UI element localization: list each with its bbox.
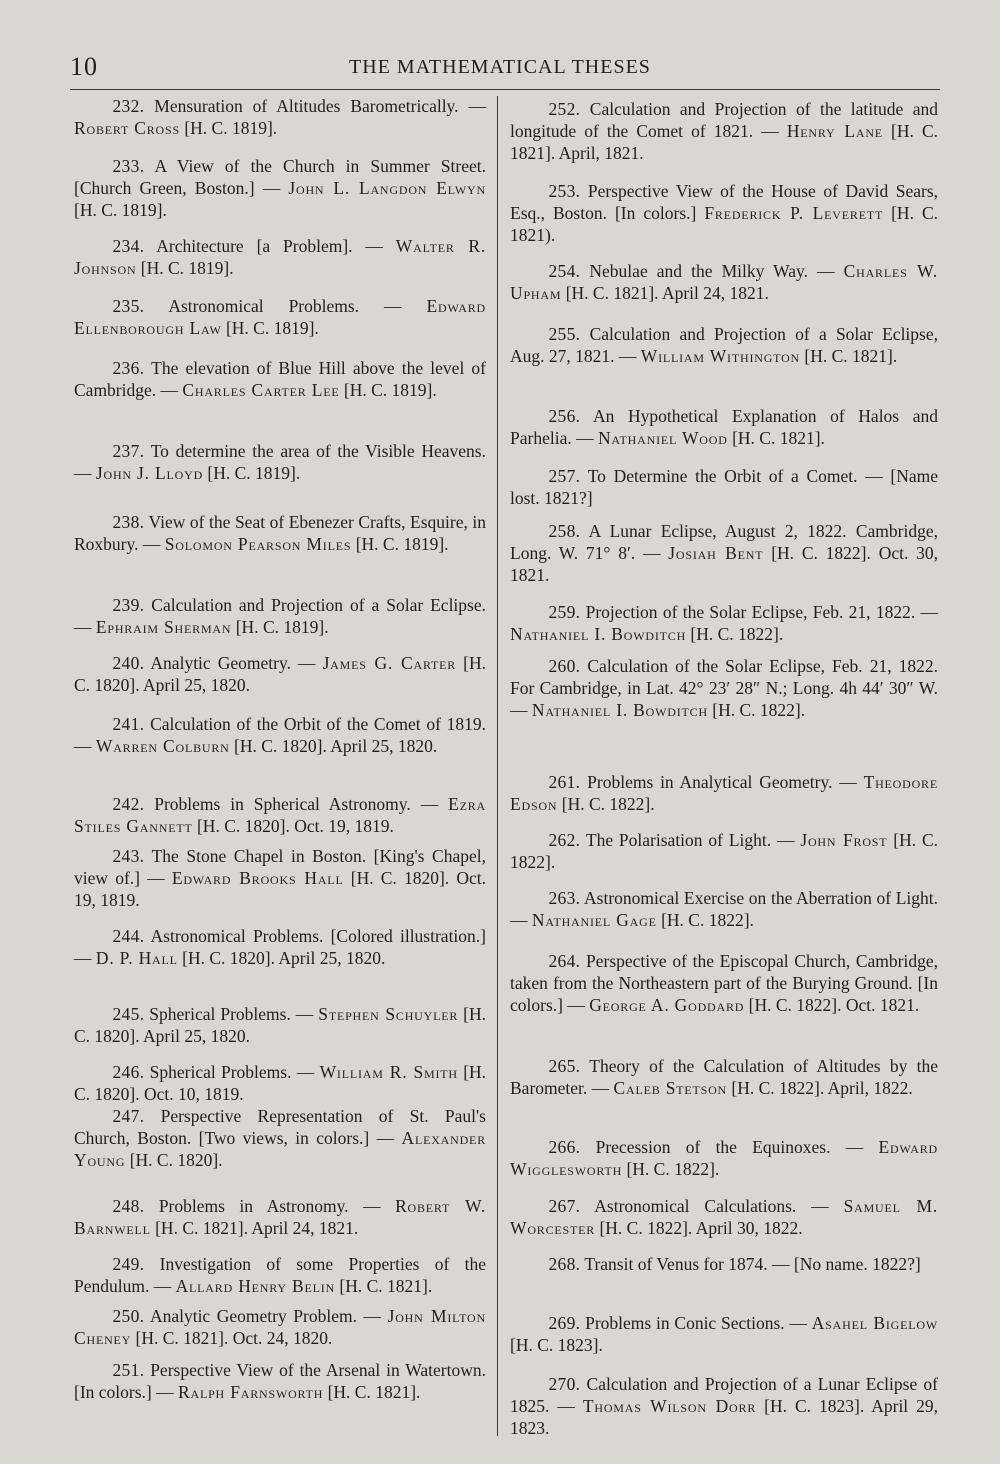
entry-title: Problems in Astronomy. — — [158, 1196, 381, 1216]
entry-author: Nathaniel Wood — [597, 427, 728, 448]
entry-number: 264. — [548, 951, 581, 971]
entry-title: Problems in Conic Sections. — — [585, 1313, 807, 1333]
entry-number: 240. — [112, 653, 145, 673]
entry-title: Analytic Geometry. — — [150, 653, 316, 673]
entry-number: 268. — [548, 1254, 581, 1274]
entry-author: John L. Langdon Elwyn — [288, 177, 486, 198]
entry-title: Calculation and Projection of a Lunar Eclipse of 1825. — — [510, 1374, 938, 1416]
entry-title: Spherical Problems. — — [149, 1004, 314, 1024]
header-rule — [70, 89, 940, 90]
entry-number: 257. — [548, 466, 581, 486]
entry-number: 234. — [112, 236, 145, 256]
entry-author: Ezra Stiles Gannett — [74, 794, 486, 836]
entry-citation: [H. C. 1819]. — [74, 199, 167, 220]
entry-author: Frederick P. Leverett — [704, 202, 884, 223]
entry-citation: [H. C. 1820]. Oct. 19, 1819. — [196, 815, 394, 836]
entry-author: Nathaniel Gage — [531, 909, 657, 930]
entry-title: Perspective View of the House of David Sears, Esq., Boston. [In colors.] — [510, 181, 939, 223]
entry-citation: [H. C. 1823]. April 29, 1823. — [510, 1395, 939, 1438]
entry-citation: [H. C. 1819]. — [140, 257, 234, 278]
entry-citation: [H. C. 1822]. April 30, 1822. — [599, 1217, 803, 1238]
entry-citation: [H. C. 1821]. April 24, 1821. — [155, 1217, 359, 1238]
entry-citation: [H. C. 1822]. — [690, 623, 784, 644]
thesis-entry — [510, 324, 938, 368]
entry-number: 238. — [112, 512, 145, 532]
entry-title: Projection of the Solar Eclipse, Feb. 21, 1822. — — [585, 602, 939, 622]
entry-title: Calculation and Projection of the latitude and longitude of the Comet of 1821. — — [510, 99, 938, 141]
thesis-entry — [510, 888, 938, 932]
thesis-entry — [74, 512, 486, 556]
entry-title: Astronomical Problems. — — [168, 296, 402, 316]
entry-number: 260. — [548, 656, 581, 676]
entry-number: 247. — [112, 1106, 145, 1126]
entry-title: Spherical Problems. — — [149, 1062, 315, 1082]
entry-citation: [H. C. 1820]. Oct. 19, 1819. — [74, 867, 486, 910]
entry-citation: [H. C. 1822]. — [626, 1158, 720, 1179]
entry-title: Perspective Representation of St. Paul's Church, Boston. [Two views, in colors.] — — [74, 1106, 486, 1148]
thesis-entry — [74, 236, 486, 280]
entry-author: Caleb Stetson — [613, 1077, 728, 1098]
entry-author: Stephen Schuyler — [318, 1004, 459, 1024]
thesis-entry — [510, 521, 938, 586]
entry-number: 245. — [112, 1004, 145, 1024]
thesis-entry — [74, 714, 486, 758]
entry-number: 242. — [112, 794, 145, 814]
thesis-entry — [510, 951, 938, 1016]
entry-number: 251. — [112, 1360, 145, 1380]
entry-citation: [H. C. 1821]. — [339, 1275, 433, 1296]
entry-author: Josiah Bent — [668, 542, 764, 563]
thesis-entry — [74, 96, 486, 140]
entry-number: 239. — [112, 595, 145, 615]
entry-citation: [H. C. 1819]. — [184, 117, 278, 138]
entry-author: Edward Wigglesworth — [510, 1137, 939, 1179]
entry-number: 233. — [112, 156, 145, 176]
entry-title: View of the Seat of Ebenezer Crafts, Esquire, in Roxbury. — — [74, 512, 486, 554]
thesis-entry — [74, 794, 486, 838]
entry-citation: [H. C. 1823]. — [510, 1334, 603, 1355]
thesis-entry — [74, 1306, 486, 1350]
entry-title: Astronomical Problems. [Colored illustration.] — — [74, 926, 486, 968]
entry-number: 243. — [112, 846, 145, 866]
entry-citation: [H. C. 1820]. April 25, 1820. — [234, 735, 438, 756]
entry-author: John Milton Cheney — [74, 1306, 486, 1348]
thesis-entry — [74, 595, 486, 639]
thesis-entry — [74, 358, 486, 402]
thesis-entry — [510, 1196, 938, 1240]
entry-title: Theory of the Calculation of Altitudes by the Barometer. — — [510, 1056, 939, 1098]
entry-author: Thomas Wilson Dorr — [582, 1395, 757, 1416]
thesis-entry — [510, 1313, 938, 1357]
entry-title: Analytic Geometry Problem. — — [149, 1306, 382, 1326]
entry-author: Charles Carter Lee — [182, 379, 340, 400]
thesis-entry — [74, 441, 486, 485]
entry-citation: [H. C. 1819]. — [225, 317, 319, 338]
entry-citation: [H. C. 1819]. — [207, 462, 301, 483]
entry-title: Perspective View of the Arsenal in Watertown. [In colors.] — — [74, 1360, 487, 1402]
thesis-entry — [74, 926, 486, 970]
entry-citation: [H. C. 1821]. April, 1821. — [510, 120, 938, 163]
column-divider — [497, 96, 498, 1436]
entry-citation: [H. C. 1822]. — [661, 909, 754, 930]
entry-number: 232. — [112, 96, 145, 116]
entry-number: 266. — [548, 1137, 581, 1157]
entry-number: 237. — [112, 441, 145, 461]
entry-title: The Stone Chapel in Boston. [King's Chapel, view of.] — — [74, 846, 486, 888]
entry-title: An Hypothetical Explanation of Halos and Parhelia. — — [510, 406, 938, 448]
thesis-entry — [74, 296, 486, 340]
entry-title: Transit of Venus for 1874. — [No name. 1822?] — [584, 1254, 921, 1274]
entry-number: 249. — [112, 1254, 145, 1274]
thesis-entry — [510, 1254, 938, 1276]
thesis-entry — [510, 772, 938, 816]
entry-title: Problems in Spherical Astronomy. — — [154, 794, 439, 814]
entry-citation: [H. C. 1820]. Oct. 10, 1819. — [74, 1062, 487, 1104]
entry-author: John Frost — [800, 830, 888, 850]
entry-author: Walter R. Johnson — [74, 236, 486, 278]
entry-number: 244. — [112, 926, 145, 946]
thesis-entry — [74, 1360, 486, 1404]
entry-citation: [H. C. 1822]. — [712, 699, 806, 720]
entry-author: Ephraim Sherman — [95, 616, 232, 637]
thesis-entry — [74, 1196, 486, 1240]
entry-number: 258. — [548, 521, 581, 541]
entry-author: James G. Carter — [322, 653, 457, 673]
entry-author: Asahel Bigelow — [811, 1313, 938, 1333]
entry-title: The elevation of Blue Hill above the level of Cambridge. — — [74, 358, 487, 400]
thesis-entry — [74, 1062, 486, 1106]
thesis-entry — [74, 653, 486, 697]
entry-title: Precession of the Equinoxes. — — [595, 1137, 864, 1157]
entry-citation: [H. C. 1819]. — [355, 533, 449, 554]
entry-author: Samuel M. Worcester — [510, 1196, 939, 1238]
entry-title: Calculation and Projection of a Solar Eclipse. — — [74, 595, 486, 637]
thesis-entry — [510, 1056, 938, 1100]
entry-number: 246. — [112, 1062, 145, 1082]
entry-number: 241. — [112, 714, 145, 734]
entry-author: William Withington — [640, 345, 801, 366]
entry-citation: [H. C. 1821]. — [732, 427, 825, 448]
entry-citation: [H. C. 1821]. — [327, 1381, 421, 1402]
entry-number: 265. — [548, 1056, 581, 1076]
thesis-entry — [510, 99, 938, 164]
entry-citation: [H. C. 1819]. — [343, 379, 437, 400]
entry-citation: [H. C. 1821]. Oct. 24, 1820. — [135, 1327, 333, 1348]
entry-number: 252. — [548, 99, 581, 119]
entry-author: Solomon Pearson Miles — [164, 533, 352, 554]
entry-number: 261. — [548, 772, 581, 792]
entry-number: 256. — [548, 406, 581, 426]
thesis-entry — [74, 1004, 486, 1048]
entry-title: Perspective of the Episcopal Church, Cambridge, taken from the Northeastern part of the Burying Ground. [In colors.] — — [510, 951, 939, 1015]
entry-citation: [H. C. 1822]. — [561, 793, 655, 814]
entry-author: Theodore Edson — [510, 772, 938, 814]
entry-number: 250. — [112, 1306, 145, 1326]
entry-citation: [H. C. 1820]. April 25, 1820. — [182, 947, 386, 968]
entry-title: Calculation of the Orbit of the Comet of 1819. — — [74, 714, 486, 756]
entry-title: A View of the Church in Summer Street. [Church Green, Boston.] — — [74, 156, 486, 198]
entry-author: D. P. Hall — [95, 947, 178, 968]
entry-author: Henry Lane — [786, 120, 883, 141]
entry-author: Nathaniel I. Bowditch — [510, 623, 687, 644]
entry-number: 254. — [548, 261, 581, 281]
entry-citation: [H. C. 1821]. April 24, 1821. — [565, 282, 769, 303]
entry-title: The Polarisation of Light. — — [585, 830, 795, 850]
thesis-entry — [74, 1106, 486, 1171]
entry-number: 269. — [548, 1313, 581, 1333]
thesis-entry — [510, 261, 938, 305]
entry-author: Robert Cross — [74, 117, 180, 138]
entry-citation: [H. C. 1820]. April 25, 1820. — [74, 653, 487, 695]
thesis-entry — [74, 156, 486, 221]
entry-citation: [H. C. 1822]. Oct. 1821. — [748, 994, 920, 1015]
entry-title: A Lunar Eclipse, August 2, 1822. Cambridge, Long. W. 71° 8′. — — [510, 521, 938, 563]
entry-author: Edward Ellenborough Law — [74, 296, 486, 338]
entry-citation: [H. C. 1822]. April, 1822. — [731, 1077, 913, 1098]
entry-title: Calculation and Projection of a Solar Eclipse, Aug. 27, 1821. — — [510, 324, 938, 366]
thesis-entry — [510, 830, 938, 874]
thesis-entry — [510, 406, 938, 450]
thesis-entry — [74, 1254, 486, 1298]
entry-author: Nathaniel I. Bowditch — [531, 699, 708, 720]
page-number: 10 — [70, 52, 98, 81]
entry-number: 263. — [548, 888, 581, 908]
thesis-entry — [74, 846, 486, 911]
entry-number: 267. — [548, 1196, 581, 1216]
entry-title: To determine the area of the Visible Heavens. — — [74, 441, 486, 483]
entry-title: Astronomical Exercise on the Aberration of Light. — — [510, 888, 938, 930]
thesis-entry — [510, 1137, 938, 1181]
entry-author: Allard Henry Belin — [175, 1275, 336, 1296]
entry-number: 236. — [112, 358, 145, 378]
entry-author: George A. Goddard — [589, 994, 745, 1015]
thesis-entry — [510, 466, 938, 510]
entry-citation: [H. C. 1821]. — [804, 345, 898, 366]
thesis-entry — [510, 602, 938, 646]
entry-number: 253. — [548, 181, 581, 201]
entry-number: 262. — [548, 830, 581, 850]
entry-title: Nebulae and the Milky Way. — — [589, 261, 835, 281]
entry-author: Charles W. Upham — [510, 261, 939, 303]
entry-title: Mensuration of Altitudes Barometrically. — — [154, 96, 486, 116]
entry-author: Ralph Farnsworth — [178, 1381, 324, 1402]
entry-title: Astronomical Calculations. — — [594, 1196, 829, 1216]
entry-citation: [H. C. 1820]. — [129, 1149, 223, 1170]
thesis-entry — [510, 1374, 938, 1439]
entry-title: Problems in Analytical Geometry. — — [587, 772, 857, 792]
entry-title: Architecture [a Problem]. — — [156, 236, 383, 256]
entry-citation: [H. C. 1822]. Oct. 30, 1821. — [510, 542, 939, 585]
entry-author: Warren Colburn — [95, 735, 230, 756]
entry-citation: [H. C. 1821). — [510, 202, 939, 245]
entry-author: John J. Lloyd — [95, 462, 204, 483]
entry-number: 259. — [548, 602, 581, 622]
entry-title: To Determine the Orbit of a Comet. — [Name lost. 1821?] — [510, 466, 939, 508]
entry-citation: [H. C. 1820]. April 25, 1820. — [74, 1004, 486, 1046]
entry-citation: [H. C. 1822]. — [510, 830, 939, 872]
thesis-entry — [510, 656, 938, 721]
entry-title: Calculation of the Solar Eclipse, Feb. 21, 1822. For Cambridge, in Lat. 42° 23′ 28″ N.; Long. 4h 44′ 30″ W. — — [510, 656, 939, 720]
thesis-entry — [510, 181, 938, 246]
entry-author: Alexander Young — [74, 1127, 486, 1170]
entry-author: Edward Brooks Hall — [171, 867, 344, 888]
entry-number: 248. — [112, 1196, 145, 1216]
entry-citation: [H. C. 1819]. — [235, 616, 329, 637]
entry-author: William R. Smith — [319, 1062, 458, 1082]
entry-title: Investigation of some Properties of the Pendulum. — — [74, 1254, 486, 1296]
entry-number: 235. — [112, 296, 145, 316]
entry-number: 270. — [548, 1374, 581, 1394]
entry-number: 255. — [548, 324, 581, 344]
entry-author: Robert W. Barnwell — [74, 1196, 487, 1238]
running-head: THE MATHEMATICAL THESES — [349, 56, 651, 78]
